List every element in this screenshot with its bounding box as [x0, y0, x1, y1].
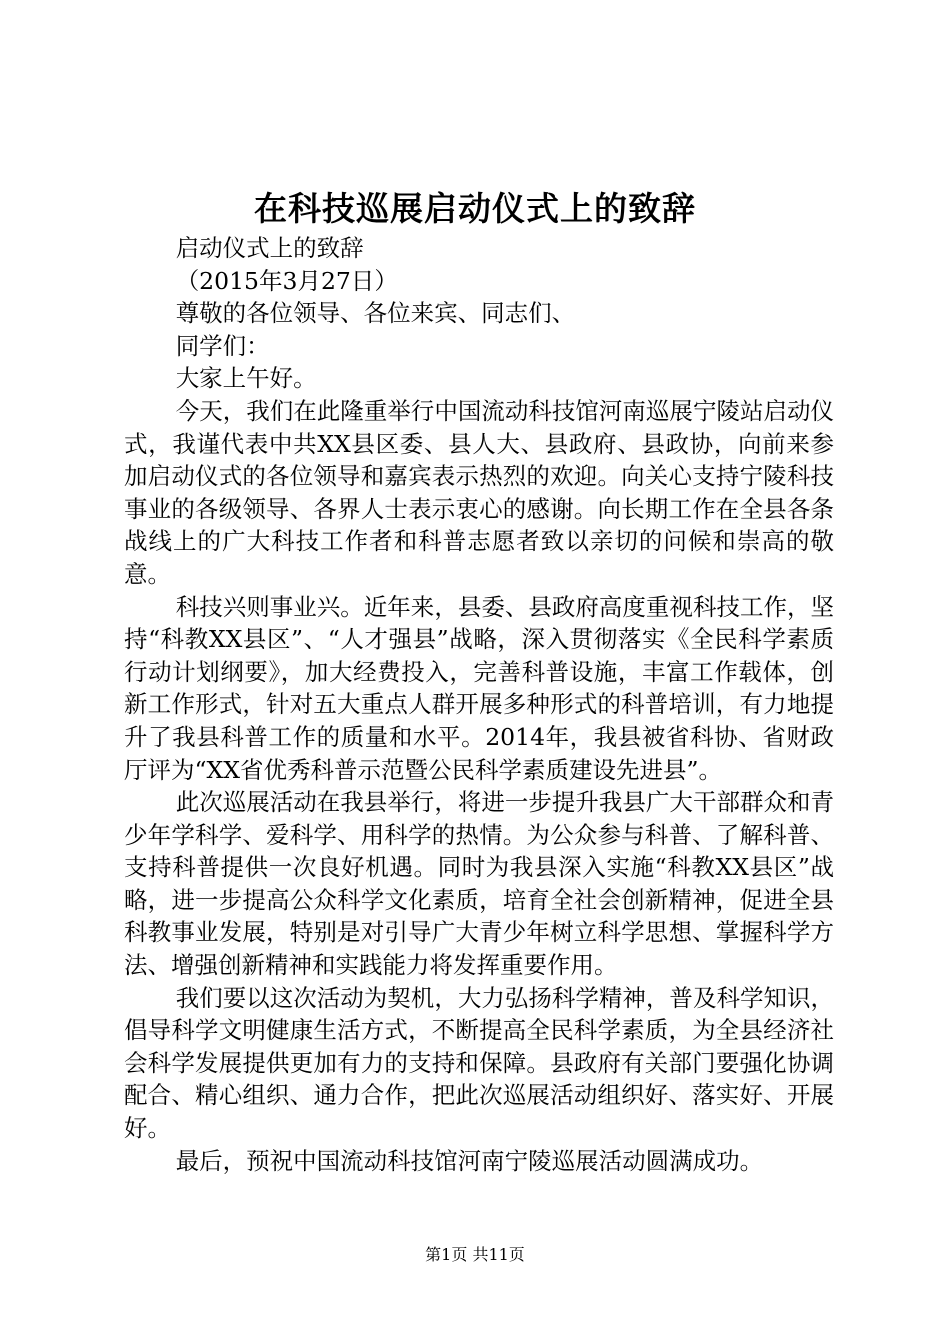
paragraph-significance: 此次巡展活动在我县举行，将进一步提升我县广大干部群众和青少年学科学、爱科学、用科学的热情。为公众参与科普、了解科普、支持科普提供一次良好机遇。同时为我县深入实施“科教XX县区”战略，进一步提高公众科学文化素质，培育全社会创新精神，促进全县科教事业发展，特别是对引导广大青少年树立科学思想、掌握科学方法、增强创新精神和实践能力将发挥重要作用。	[124, 788, 834, 980]
paragraph-closing: 最后，预祝中国流动科技馆河南宁陵巡展活动圆满成功。	[175, 1146, 764, 1175]
paragraph-salutation: 尊敬的各位领导、各位来宾、同志们、	[175, 299, 576, 328]
document-title: 在科技巡展启动仪式上的致辞	[254, 189, 696, 228]
paragraph-achievements: 科技兴则事业兴。近年来，县委、县政府高度重视科技工作，坚持“科教XX县区”、“人才强县”战略，深入贯彻落实《全民科学素质行动计划纲要》，加大经费投入，完善科普设施，丰富工作载体，创新工作形式，针对五大重点人群开展多种形式的科普培训，有力地提升了我县科普工作的质量和水平。2014年，我县被省科协、省财政厅评为“XX省优秀科普示范暨公民科学素质建设先进县”。	[124, 592, 834, 784]
paragraph-date: （2015年3月27日）	[175, 266, 398, 295]
document-body	[124, 232, 834, 1177]
paragraph-subtitle: 启动仪式上的致辞	[175, 234, 364, 262]
paragraph-call-to-action: 我们要以这次活动为契机，大力弘扬科学精神，普及科学知识，倡导科学文明健康生活方式，不断提高全民科学素质，为全县经济社会科学发展提供更加有力的支持和保障。县政府有关部门要强化协调配合、精心组织、通力合作，把此次巡展活动组织好、落实好、开展好。	[124, 983, 834, 1143]
paragraph-welcome: 今天，我们在此隆重举行中国流动科技馆河南巡展宁陵站启动仪式，我谨代表中共XX县区委、县人大、县政府、县政协，向前来参加启动仪式的各位领导和嘉宾表示热烈的欢迎。向关心支持宁陵科技事业的各级领导、各界人士表示衷心的感谢。向长期工作在全县各条战线上的广大科技工作者和科普志愿者致以亲切的问候和崇高的敬意。	[124, 396, 834, 588]
paragraph-salutation-cont: 同学们：	[175, 331, 270, 360]
page-number-footer: 第1页 共11页	[425, 1245, 525, 1264]
paragraph-greeting: 大家上午好。	[175, 364, 317, 393]
